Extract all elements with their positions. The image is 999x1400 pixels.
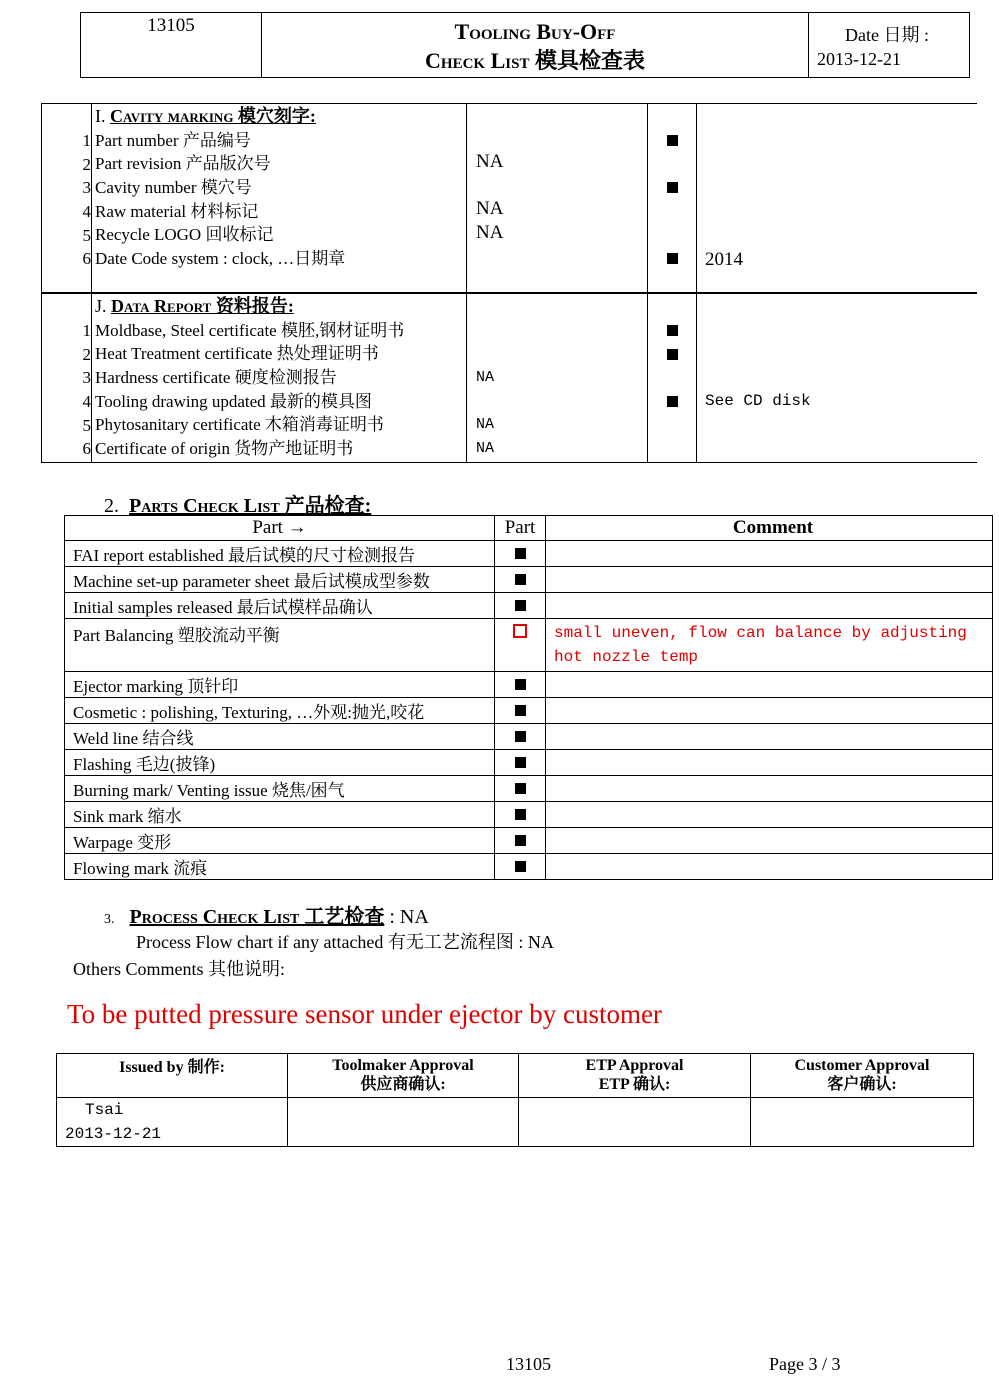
check-square-icon — [667, 396, 678, 407]
check-square-icon — [515, 731, 526, 742]
table-row — [65, 593, 993, 619]
etp-approval-header: ETP Approval ETP 确认: — [519, 1054, 751, 1098]
check-square-icon — [515, 861, 526, 872]
cavity-nums: 1 2 3 4 5 6 — [42, 104, 92, 293]
part-check-label: Initial samples released 最后试模样品确认 — [65, 593, 495, 619]
list-item: Raw material 材料标记 — [95, 201, 259, 221]
part-check-mark — [495, 619, 546, 672]
list-item: Hardness certificate 硬度检测报告 — [95, 368, 337, 388]
report-labels — [92, 294, 467, 463]
footer-doc-number: 13105 — [506, 1354, 551, 1374]
part-check-mark — [495, 802, 546, 828]
report-heading: J. Data Report 资料报告: — [95, 296, 294, 316]
date-cell — [809, 13, 970, 78]
check-square-icon — [515, 679, 526, 690]
process-flow-chart: Process Flow chart if any attached 有无工艺流程图 : NA — [136, 932, 554, 952]
part-check-comment — [546, 541, 993, 567]
others-comment-text: To be putted pressure sensor under ejector by customer — [67, 999, 662, 1029]
parts-table — [64, 515, 993, 880]
table-header: Part → Part Comment — [65, 516, 993, 541]
report-remarks: See CD disk — [705, 392, 811, 410]
cavity-checks — [648, 104, 697, 293]
others-comments-label: Others Comments 其他说明: — [73, 959, 285, 979]
report-nums: 1 2 3 4 5 6 — [42, 294, 92, 463]
check-square-icon — [667, 135, 678, 146]
cavity-marking-section — [41, 103, 977, 293]
part-check-mark — [495, 567, 546, 593]
toolmaker-approval-header: Toolmaker Approval 供应商确认: — [288, 1054, 519, 1098]
open-square-icon — [513, 624, 527, 638]
table-row — [65, 698, 993, 724]
part-check-mark — [495, 724, 546, 750]
check-square-icon — [515, 600, 526, 611]
date-value: 2013-12-21 — [817, 49, 901, 69]
check-square-icon — [515, 835, 526, 846]
table-row — [65, 776, 993, 802]
table-row — [65, 854, 993, 880]
list-item: Cavity number 模穴号 — [95, 178, 252, 198]
list-item: Moldbase, Steel certificate 模胚,钢材证明书 — [95, 320, 405, 340]
issuer-name: Tsai — [85, 1101, 124, 1119]
doc-number: 13105 — [81, 13, 262, 78]
table-row — [65, 672, 993, 698]
part-check-label: Ejector marking 顶针印 — [65, 672, 495, 698]
part-check-comment — [546, 828, 993, 854]
report-checks — [648, 294, 697, 463]
check-square-icon — [667, 349, 678, 360]
list-item: Tooling drawing updated 最新的模具图 — [95, 391, 372, 411]
check-square-icon — [667, 253, 678, 264]
list-item: Recycle LOGO 回收标记 — [95, 225, 274, 245]
table-row — [65, 750, 993, 776]
part-check-label: Part Balancing 塑胶流动平衡 — [65, 619, 495, 672]
check-square-icon — [667, 182, 678, 193]
part-check-comment — [546, 802, 993, 828]
part-check-mark — [495, 672, 546, 698]
issuer-date: 2013-12-21 — [65, 1125, 162, 1143]
list-item: Heat Treatment certificate 热处理证明书 — [95, 344, 379, 364]
table-row — [65, 567, 993, 593]
check-square-icon — [515, 783, 526, 794]
part-check-comment — [546, 593, 993, 619]
part-check-mark — [495, 541, 546, 567]
title-line1: Tooling Buy-Off — [454, 19, 616, 44]
part-check-label: Sink mark 缩水 — [65, 802, 495, 828]
report-status: NA NA NA — [467, 294, 648, 463]
data-report-section — [41, 293, 977, 463]
table-row — [65, 828, 993, 854]
table-row — [65, 541, 993, 567]
customer-signature — [751, 1098, 974, 1147]
cavity-heading: I. Cavity marking 模穴刻字: — [95, 106, 316, 126]
part-check-label: Weld line 结合线 — [65, 724, 495, 750]
part-check-comment — [546, 672, 993, 698]
part-check-comment — [546, 854, 993, 880]
toolmaker-signature — [288, 1098, 519, 1147]
header-table — [80, 12, 970, 78]
list-item: Phytosanitary certificate 木箱消毒证明书 — [95, 415, 384, 435]
part-check-mark — [495, 828, 546, 854]
part-check-comment — [546, 776, 993, 802]
table-row — [65, 802, 993, 828]
check-square-icon — [667, 325, 678, 336]
process-heading: 3. Process Check List 工艺检查 : NA — [104, 906, 429, 928]
part-check-label: Flashing 毛边(披锋) — [65, 750, 495, 776]
part-check-comment — [546, 698, 993, 724]
check-square-icon — [515, 705, 526, 716]
check-square-icon — [515, 809, 526, 820]
list-item: Certificate of origin 货物产地证明书 — [95, 439, 354, 459]
part-check-label: Cosmetic : polishing, Texturing, …外观:抛光,咬花 — [65, 698, 495, 724]
check-square-icon — [515, 757, 526, 768]
part-check-label: Machine set-up parameter sheet 最后试模成型参数 — [65, 567, 495, 593]
check-square-icon — [515, 574, 526, 585]
list-item: Date Code system : clock, …日期章 — [95, 249, 346, 269]
cavity-remarks: 2014 — [705, 249, 743, 270]
part-check-mark — [495, 776, 546, 802]
part-check-comment: small uneven, flow can balance by adjusting hot nozzle temp — [546, 619, 993, 672]
part-check-comment — [546, 724, 993, 750]
part-check-mark — [495, 750, 546, 776]
part-check-mark — [495, 593, 546, 619]
list-item: Part revision 产品版次号 — [95, 154, 271, 174]
cavity-status: NA NA NA — [467, 104, 648, 293]
check-square-icon — [515, 548, 526, 559]
etp-signature — [519, 1098, 751, 1147]
part-check-mark — [495, 698, 546, 724]
table-row — [65, 724, 993, 750]
title-line2: Check List 模具检查表 — [425, 48, 645, 73]
parts-heading: 2. Parts Check List 产品检查: — [104, 495, 372, 517]
part-check-mark — [495, 854, 546, 880]
part-check-label: FAI report established 最后试模的尺寸检测报告 — [65, 541, 495, 567]
date-label: Date 日期 : — [845, 25, 929, 45]
part-check-comment — [546, 750, 993, 776]
issuer-signature — [57, 1098, 288, 1147]
footer-page-number: Page 3 / 3 — [769, 1354, 841, 1374]
part-check-label: Warpage 变形 — [65, 828, 495, 854]
approval-table — [56, 1053, 974, 1147]
list-item: Part number 产品编号 — [95, 130, 251, 150]
part-check-comment — [546, 567, 993, 593]
customer-approval-header: Customer Approval 客户确认: — [751, 1054, 974, 1098]
part-check-label: Flowing mark 流痕 — [65, 854, 495, 880]
cavity-labels — [92, 104, 467, 293]
part-check-label: Burning mark/ Venting issue 烧焦/困气 — [65, 776, 495, 802]
issued-by-header: Issued by 制作: — [57, 1054, 288, 1098]
doc-title — [262, 13, 809, 78]
table-row — [65, 619, 993, 672]
